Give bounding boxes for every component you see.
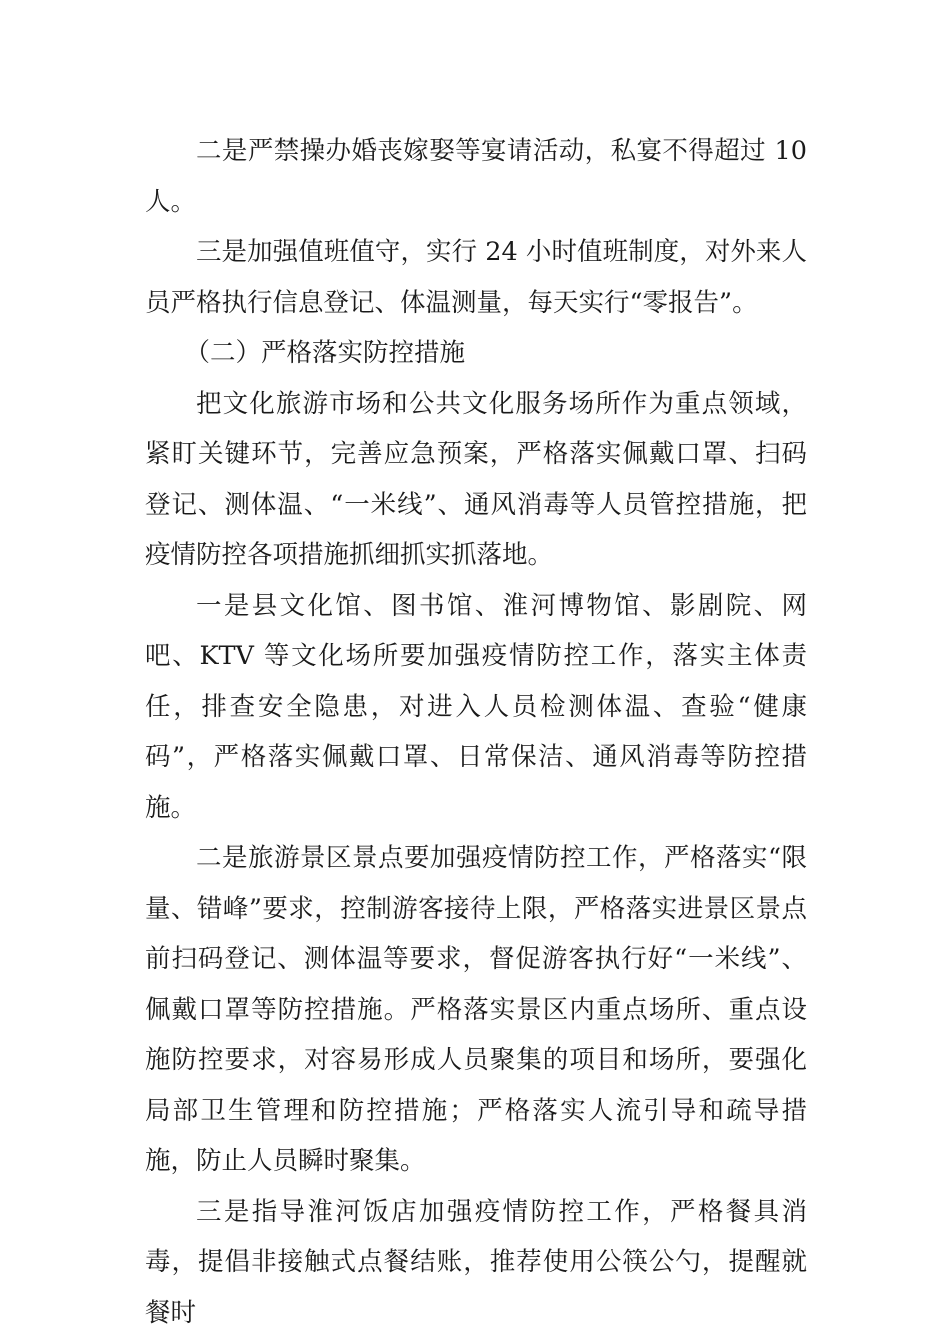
document-body [145, 126, 807, 1338]
paragraph-scenic-spots: 二是旅游景区景点要加强疫情防控工作，严格落实“限量、错峰”要求，控制游客接待上限，严格落实进景区景点前扫码登记、测体温等要求，督促游客执行好“一米线”、佩戴口罩等防控措施。严格落实景区内重点场所、重点设施防控要求，对容易形成人员聚集的项目和场所，要强化局部卫生管理和防控措施；严格落实人流引导和疏导措施，防止人员瞬时聚集。 [145, 843, 807, 1176]
paragraph-cultural-venues: 一是县文化馆、图书馆、淮河博物馆、影剧院、网吧、KTV 等文化场所要加强疫情防控工作，落实主体责任，排查安全隐患，对进入人员检测体温、查验“健康码”，严格落实佩戴口罩、日常保洁、通风消毒等防控措施。 [145, 590, 807, 823]
paragraph-banquet-ban: 二是严禁操办婚丧嫁娶等宴请活动，私宴不得超过 10 人。 [145, 136, 807, 217]
paragraph-key-areas: 把文化旅游市场和公共文化服务场所作为重点领域，紧盯关键环节，完善应急预案，严格落实佩戴口罩、扫码登记、测体温、“一米线”、通风消毒等人员管控措施，把疫情防控各项措施抓细抓实抓落地。 [145, 388, 807, 570]
paragraph-duty-system: 三是加强值班值守，实行 24 小时值班制度，对外来人员严格执行信息登记、体温测量，每天实行“零报告”。 [145, 237, 807, 318]
section-heading: （二）严格落实防控措施 [184, 338, 466, 368]
paragraph-hotel: 三是指导淮河饭店加强疫情防控工作，严格餐具消毒，提倡非接触式点餐结账，推荐使用公筷公勺，提醒就餐时 [145, 1196, 807, 1328]
